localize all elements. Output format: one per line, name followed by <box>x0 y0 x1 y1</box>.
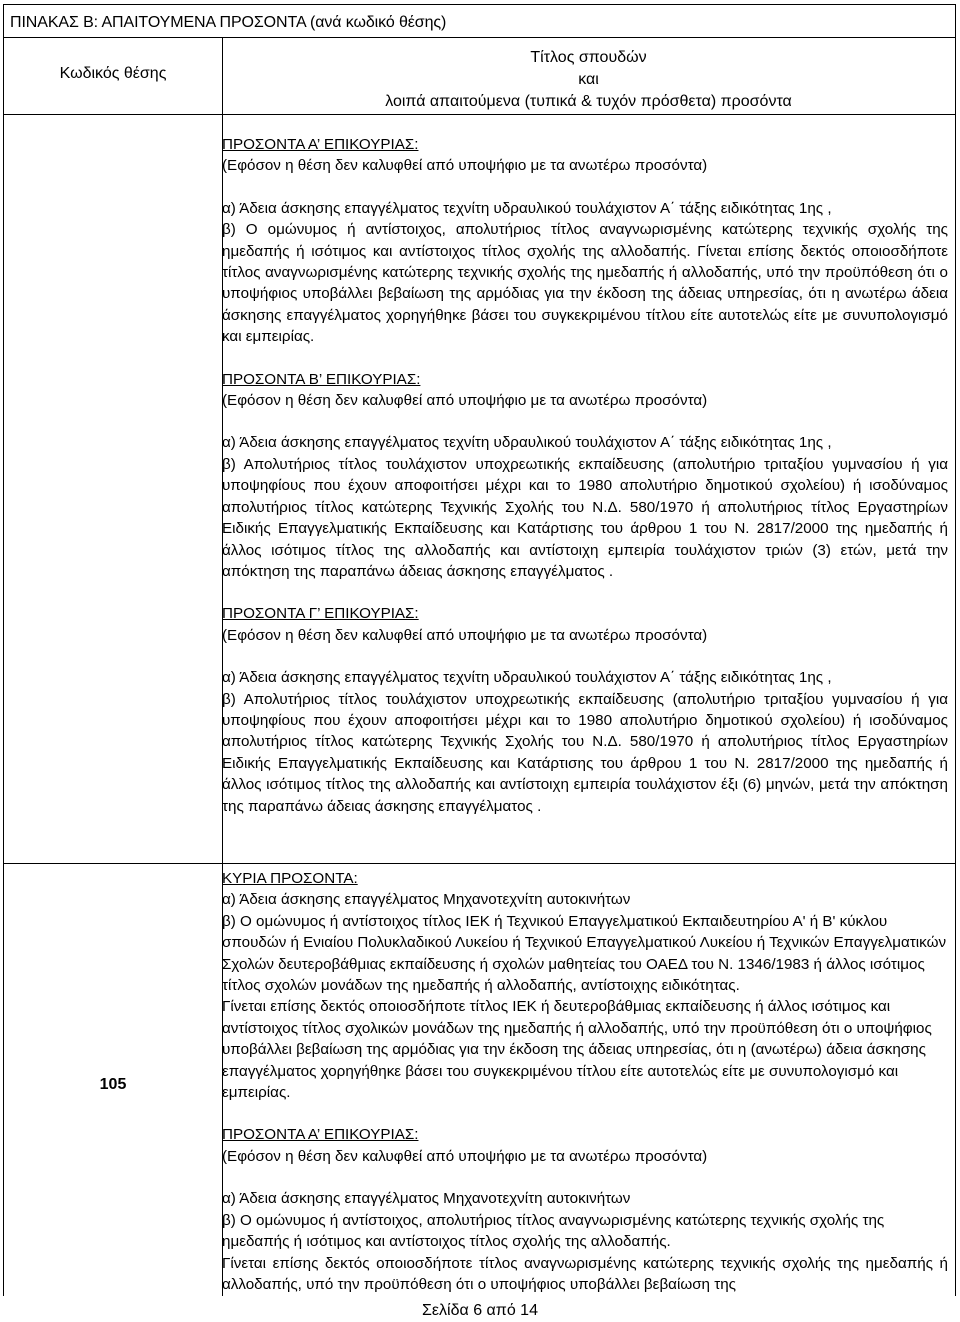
page-number: Σελίδα 6 από 14 <box>422 1302 538 1319</box>
aux-heading: ΠΡΟΣΟΝΤΑ Α’ ΕΠΙΚΟΥΡΙΑΣ: <box>222 1126 419 1144</box>
header-row-divider <box>4 114 955 115</box>
main-item-b: β) Ο ομώνυμος ή αντίστοιχος τίτλος ΙΕΚ ή Τεχνικού Επαγγελματικού Εκπαιδευτηρίου Α' ή Β' κύκλου σπουδών ή Ενιαίου Πολυκλαδικού Λυκείου ή Τεχνικού Επαγγελματικού Λυκείου ή Τεχνικών Επαγγελματικών Σχολών δευτεροβάθμιας εκπαίδευσης ή σχολών μαθητείας του ΟΑΕΔ του Ν. 1346/1983 ή άλλος ισότιμος τίτλος σχολών μονάδων της ημεδαπής ή αλλοδαπής, αντίστοιχης ειδικότητας. <box>222 912 947 995</box>
aux-a-item-b: β) Ο ομώνυμος ή αντίστοιχος, απολυτήριος τίτλος αναγνωρισμένης κατώτερης τεχνικής σχολής της ημεδαπής ή ισότιμος και αντίστοιχος τίτλος σχολής της αλλοδαπής. Γίνεται επίσης δεκτός οποιοσδήποτε τίτλος αναγνωρισμένης κατώτερης τεχνικής σχολής της ημεδαπής ή αλλοδαπής, υπό την προϋπόθεση ότι ο υποψήφιος υποβάλλει βεβαίωση της αρμόδιας για την έκδοση της άδειας υπηρεσίας, ότι η ανωτέρω άδεια άσκησης επαγγέλματος χορηγήθηκε βάσει του συγκεκριμένου τίτλου είτε αυτοτελώς είτε με συνυπολογισμό και εμπειρίας. <box>222 221 948 346</box>
aux-b-item-a: α) Άδεια άσκησης επαγγέλματος τεχνίτη υδραυλικού τουλάχιστον Α΄ τάξης ειδικότητας 1ης , <box>222 434 832 452</box>
column-header-title-line3: λοιπά απαιτούμενα (τυπικά & τυχόν πρόσθετα) προσόντα <box>385 93 792 110</box>
aux-b-heading: ΠΡΟΣΟΝΤΑ Β’ ΕΠΙΚΟΥΡΙΑΣ: <box>222 370 421 388</box>
main-item-c: Γίνεται επίσης δεκτός οποιοσδήποτε τίτλος ΙΕΚ ή δευτεροβάθμιας εκπαίδευσης ή άλλος ισότιμος και αντίστοιχος τίτλος σχολικών μονάδων της ημεδαπής ή αλλοδαπής, υπό την προϋπόθεση ότι ο υποψήφιος υποβάλλει βεβαίωση της αρμόδιας για την έκδοση της άδειας υπηρεσίας, ότι η (ανωτέρω) άδεια άσκησης επαγγέλματος χορηγήθηκε βάσει του συγκεκριμένου τίτλου είτε αυτοτελώς είτε με συνυπολογισμό και εμπειρίας. <box>222 998 932 1102</box>
aux-item-c: Γίνεται επίσης δεκτός οποιοσδήποτε τίτλος αναγνωρισμένης κατώτερης τεχνικής σχολής της ημεδαπής ή αλλοδαπής, υπό την προϋπόθεση ότι ο υποψήφιος υποβάλλει βεβαίωση της <box>222 1254 948 1293</box>
aux-c-heading: ΠΡΟΣΟΝΤΑ Γ’ ΕΠΙΚΟΥΡΙΑΣ: <box>222 605 419 623</box>
column-header-title-line1: Τίτλος σπουδών <box>530 49 647 66</box>
aux-a-subheading: (Εφόσον η θέση δεν καλυφθεί από υποψήφιο με τα ανωτέρω προσόντα) <box>222 157 708 175</box>
column-header-title <box>222 47 955 113</box>
aux-b-subheading: (Εφόσον η θέση δεν καλυφθεί από υποψήφιο με τα ανωτέρω προσόντα) <box>222 392 708 410</box>
main-heading: ΚΥΡΙΑ ΠΡΟΣΟΝΤΑ: <box>222 870 358 887</box>
position-code: 105 <box>99 1076 127 1093</box>
aux-item-a: α) Άδεια άσκησης επαγγέλματος Μηχανοτεχνίτη αυτοκινήτων <box>222 1190 631 1208</box>
aux-a-item-a: α) Άδεια άσκησης επαγγέλματος τεχνίτη υδραυλικού τουλάχιστον Α΄ τάξης ειδικότητας 1ης , <box>222 199 832 217</box>
aux-b-item-b: β) Απολυτήριος τίτλος τουλάχιστον υποχρεωτικής εκπαίδευσης (απολυτήριο τριταξίου γυμνασίου ή για υποψηφίους που έχουν αποφοιτήσει μέχρι και το 1980 απολυτήριο δημοτικού σχολείου) ή ισοδύναμος απολυτήριος τίτλος κατώτερης Τεχνικής Σχολής του Ν.Δ. 580/1970 ή απολυτήριος τίτλος Εργαστηρίων Ειδικής Επαγγελματικής Εκπαίδευσης και Κατάρτισης του άρθρου 1 του Ν. 2817/2000 της ημεδαπής ή άλλος ισότιμος τίτλος της αλλοδαπής και αντίστοιχη εμπειρία τουλάχιστον τριών (3) ετών, μετά την απόκτηση της παραπάνω άδειας άσκησης επαγγέλματος . <box>222 455 948 580</box>
aux-item-b: β) Ο ομώνυμος ή αντίστοιχος, απολυτήριος τίτλος αναγνωρισμένης κατώτερης τεχνικής σχολής της ημεδαπής ή ισότιμος και αντίστοιχος τίτλος σχολής της αλλοδαπής. <box>222 1211 885 1251</box>
aux-c-item-b: β) Απολυτήριος τίτλος τουλάχιστον υποχρεωτικής εκπαίδευσης (απολυτήριο τριταξίου γυμνασίου ή για υποψηφίους που έχουν αποφοιτήσει μέχρι και το 1980 απολυτήριο δημοτικού σχολείου) ή ισοδύναμος απολυτήριος τίτλος κατώτερης Τεχνικής Σχολής του Ν.Δ. 580/1970 ή απολυτήριος τίτλος Εργαστηρίων Ειδικής Επαγγελματικής Εκπαίδευσης και Κατάρτισης του άρθρου 1 του Ν. 2817/2000 της ημεδαπής ή άλλος ισότιμος τίτλος της αλλοδαπής και αντίστοιχη εμπειρία τουλάχιστον έξι (6) μηνών, μετά την απόκτηση της παραπάνω άδειας άσκησης επαγγέλματος . <box>222 690 948 815</box>
aux-subheading: (Εφόσον η θέση δεν καλυφθεί από υποψήφιο με τα ανωτέρω προσόντα) <box>222 1147 708 1165</box>
aux-a-heading: ΠΡΟΣΟΝΤΑ Α’ ΕΠΙΚΟΥΡΙΑΣ: <box>222 136 419 153</box>
column-header-code: Κωδικός θέσης <box>59 65 167 82</box>
page-title: ΠΙΝΑΚΑΣ Β: ΑΠΑΙΤΟΥΜΕΝΑ ΠΡΟΣΟΝΤΑ (ανά κωδικό θέσης) <box>10 14 447 31</box>
main-item-a: α) Άδεια άσκησης επαγγέλματος Μηχανοτεχνίτη αυτοκινήτων <box>222 891 631 909</box>
aux-c-subheading: (Εφόσον η θέση δεν καλυφθεί από υποψήφιο με τα ανωτέρω προσόντα) <box>222 626 708 644</box>
title-row-divider <box>4 37 955 38</box>
previous-position-requirements <box>222 134 948 817</box>
row-divider <box>4 863 955 864</box>
position-105-requirements <box>222 868 948 1295</box>
column-header-title-line2: και <box>578 71 599 88</box>
aux-c-item-a: α) Άδεια άσκησης επαγγέλματος τεχνίτη υδραυλικού τουλάχιστον Α΄ τάξης ειδικότητας 1ης , <box>222 669 832 687</box>
